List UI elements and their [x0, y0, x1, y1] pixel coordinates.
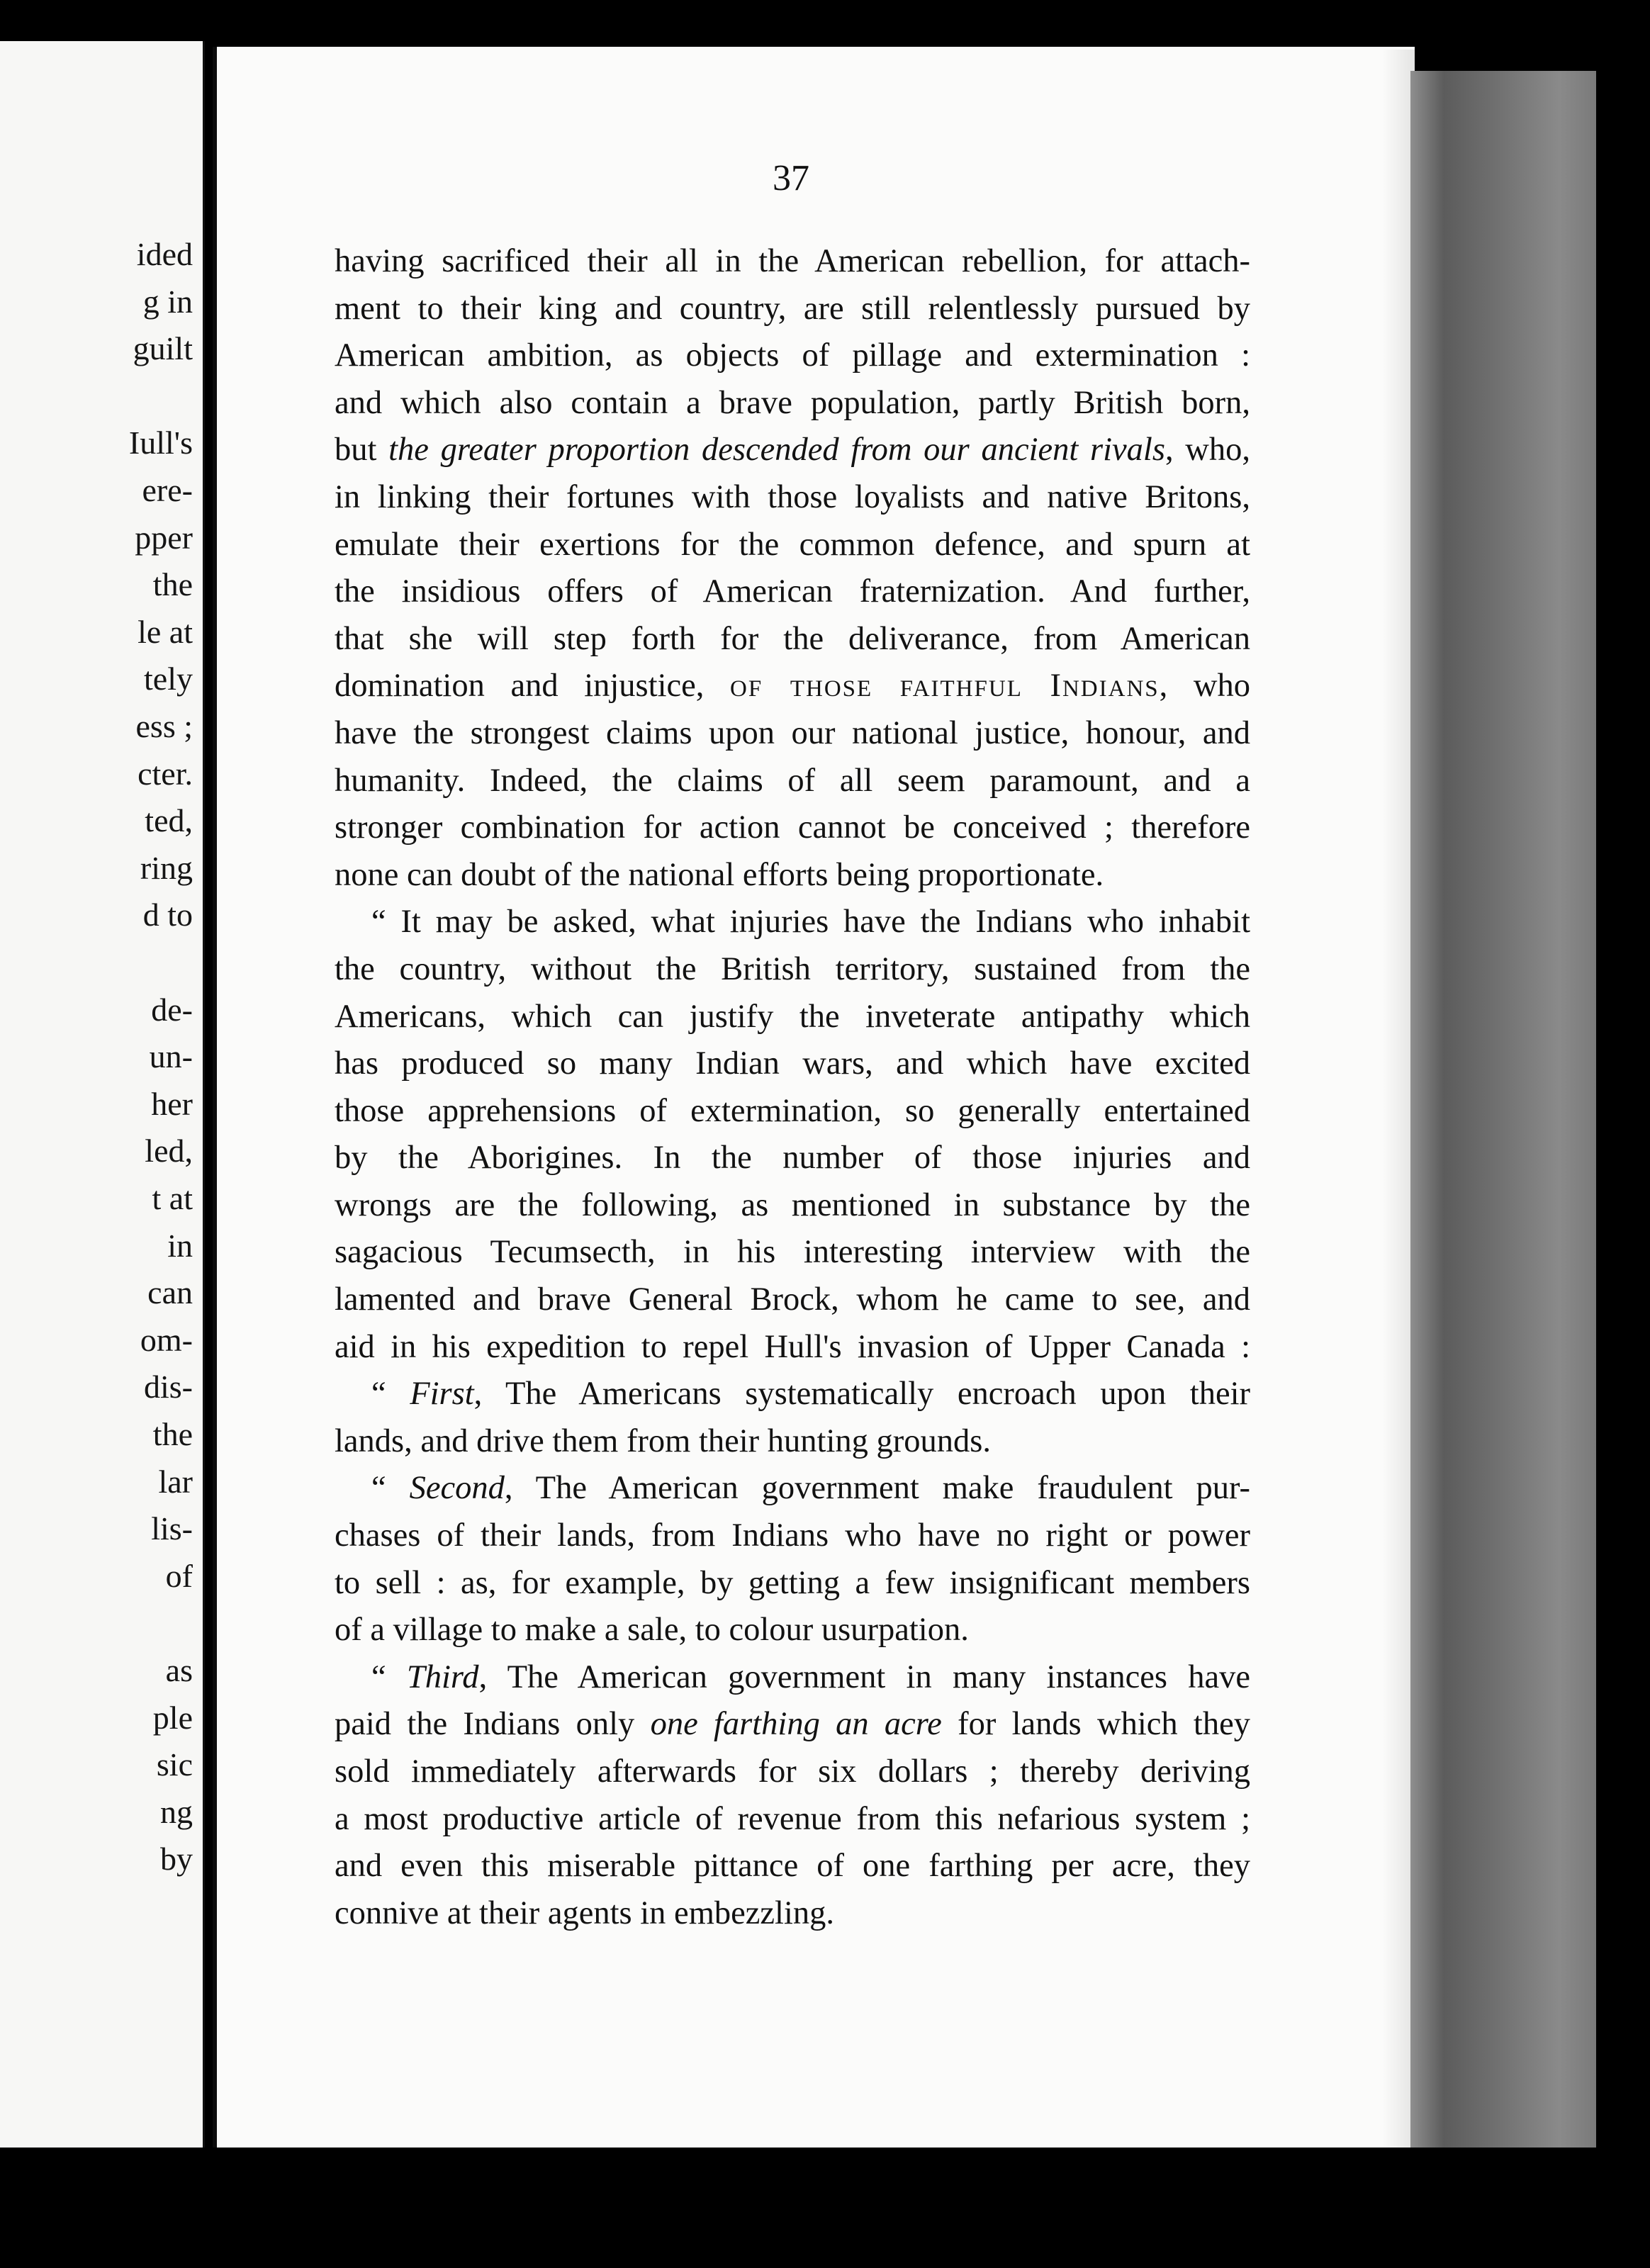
text-run: a most productive article of revenue from this nefarious system ; [335, 1800, 1250, 1837]
text-run: the country, without the British territory, sustained from the [335, 950, 1250, 987]
text-line [335, 1796, 1250, 1843]
text-line [335, 427, 1250, 474]
text-run: for lands which they [941, 1706, 1250, 1743]
text-run: those apprehensions of extermination, so generally entertained [335, 1092, 1250, 1129]
facing-page-line: in [167, 1227, 193, 1264]
text-line [335, 1560, 1250, 1607]
text-run: sagacious Tecumsecth, in his interesting interview with the [335, 1234, 1250, 1271]
facing-page-line: of [165, 1557, 193, 1594]
text-line [335, 1607, 1250, 1654]
facing-page-line: ess ; [135, 708, 193, 744]
italic-run: the greater proportion descended from our ancient rivals [388, 432, 1165, 468]
facing-page-line: le at [138, 613, 193, 650]
facing-page-line: d to [142, 897, 193, 933]
text-run: sold immediately afterwards for six dollars ; thereby deriving [335, 1753, 1250, 1790]
text-line [335, 1654, 1250, 1702]
text-line [335, 1135, 1250, 1182]
text-run: , who [1159, 668, 1250, 704]
text-line [335, 1324, 1250, 1371]
facing-page-line: the [152, 1416, 193, 1452]
facing-page-line: de- [151, 991, 193, 1028]
text-line [335, 1465, 1250, 1512]
facing-page-fragment [0, 41, 205, 2148]
facing-page-line: by [160, 1841, 193, 1877]
text-line [335, 238, 1250, 286]
text-run: by the Aborigines. In the number of those injuries and [335, 1140, 1250, 1177]
facing-page-line: Iull's [128, 425, 193, 461]
text-run: and which also contain a brave population, partly British born, [335, 384, 1250, 421]
text-run: connive at their agents in embezzling. [335, 1894, 834, 1931]
text-line [335, 852, 1250, 899]
scan-border [213, 2148, 1596, 2268]
text-run: “ It may be asked, what injuries have the Indians who inhabit [371, 904, 1250, 941]
text-line [335, 994, 1250, 1041]
text-run: aid in his expedition to repel Hull's invasion of Upper Canada : [335, 1328, 1250, 1365]
text-run: having sacrificed their all in the American rebellion, for attach- [335, 243, 1250, 279]
facing-page-line: sic [156, 1746, 193, 1783]
facing-page-line: pper [135, 519, 193, 556]
facing-page-line: cter. [138, 755, 193, 792]
text-line [335, 1748, 1250, 1796]
text-run: Americans, which can justify the inveterate antipathy which [335, 998, 1250, 1035]
text-line [335, 1512, 1250, 1560]
text-run: has produced so many Indian wars, and which have excited [335, 1045, 1250, 1082]
text-line [335, 946, 1250, 994]
text-line [335, 616, 1250, 663]
text-line [335, 1371, 1250, 1418]
text-run: but [335, 432, 389, 468]
text-line [335, 380, 1250, 427]
facing-page-line: lar [158, 1463, 193, 1500]
facing-page-line: her [151, 1085, 193, 1122]
text-run: none can doubt of the national efforts being proportionate. [335, 856, 1104, 893]
body-text [335, 238, 1250, 1937]
text-run: and even this miserable pittance of one farthing per acre, they [335, 1848, 1250, 1885]
facing-page-line: the [152, 566, 193, 603]
text-line [335, 1418, 1250, 1466]
facing-page-line: un- [149, 1038, 193, 1075]
facing-page-line: om- [140, 1321, 193, 1358]
facing-page-line: as [165, 1652, 193, 1688]
text-run: lands, and drive them from their hunting grounds. [335, 1422, 991, 1459]
text-run: ment to their king and country, are still relentlessly pursued by [335, 290, 1250, 327]
text-run: domination and injustice, [335, 668, 731, 704]
text-line [335, 1276, 1250, 1324]
text-run: humanity. Indeed, the claims of all seem paramount, and a [335, 762, 1250, 799]
text-line [335, 474, 1250, 522]
text-line [335, 663, 1250, 710]
text-run: in linking their fortunes with those loyalists and native Britons, [335, 478, 1250, 515]
text-line [335, 1701, 1250, 1748]
page-edge [1410, 71, 1596, 2148]
text-line [335, 286, 1250, 333]
text-run: wrongs are the following, as mentioned in substance by the [335, 1186, 1250, 1223]
facing-page-line: guilt [133, 330, 193, 367]
facing-page-line: ided [136, 236, 193, 272]
text-run: American ambition, as objects of pillage and extermination : [335, 337, 1250, 374]
facing-page-line: ple [152, 1699, 193, 1736]
italic-run: one farthing an acre [650, 1706, 942, 1743]
text-line [335, 1182, 1250, 1230]
facing-page-line: led, [145, 1133, 193, 1169]
facing-page-line: can [147, 1274, 193, 1311]
italic-run: Third [406, 1658, 479, 1695]
text-run: paid the Indians only [335, 1706, 651, 1743]
text-line [335, 804, 1250, 852]
text-line [335, 1040, 1250, 1088]
text-run: , who, [1164, 432, 1250, 468]
text-run: the insidious offers of American fraternization. And further, [335, 573, 1250, 610]
facing-page-line: g in [142, 283, 193, 320]
text-line [335, 568, 1250, 616]
text-line [335, 1843, 1250, 1890]
text-run: “ [371, 1470, 410, 1507]
text-line [335, 1088, 1250, 1135]
text-run: of a village to make a sale, to colour usurpation. [335, 1612, 969, 1649]
text-line [335, 1229, 1250, 1276]
text-line [335, 899, 1250, 946]
facing-page-line: dis- [144, 1369, 193, 1405]
text-run: stronger combination for action cannot be conceived ; therefore [335, 809, 1250, 846]
facing-page-line: ring [140, 849, 193, 886]
text-run: to sell : as, for example, by getting a few insignificant members [335, 1564, 1250, 1601]
text-line [335, 522, 1250, 569]
facing-page-line: ng [160, 1793, 193, 1830]
text-run: lamented and brave General Brock, whom he came to see, and [335, 1281, 1250, 1318]
text-run: , The Americans systematically encroach upon their [473, 1376, 1250, 1413]
text-run: , The American government in many instances have [478, 1658, 1250, 1695]
italic-run: Second [409, 1470, 505, 1507]
facing-page-line: lis- [151, 1510, 193, 1547]
text-run: that she will step forth for the deliverance, from American [335, 620, 1250, 657]
text-run: have the strongest claims upon our national justice, honour, and [335, 714, 1250, 751]
italic-run: First [410, 1376, 474, 1413]
text-run: emulate their exertions for the common defence, and spurn at [335, 526, 1250, 563]
text-run: , The American government make fraudulent pur- [504, 1470, 1250, 1507]
text-run: “ [371, 1658, 407, 1695]
text-run: “ [371, 1376, 410, 1413]
small-caps-run: of those faithful Indians [730, 668, 1160, 704]
facing-page-line: t at [152, 1180, 193, 1216]
facing-page-line: tely [144, 661, 193, 697]
facing-page-line: ted, [145, 802, 193, 839]
text-line [335, 1890, 1250, 1938]
facing-page-line: ere- [142, 472, 193, 508]
text-run: chases of their lands, from Indians who have no right or power [335, 1517, 1250, 1554]
text-line [335, 758, 1250, 805]
page-number: 37 [773, 158, 809, 198]
text-line [335, 332, 1250, 380]
text-line [335, 710, 1250, 758]
